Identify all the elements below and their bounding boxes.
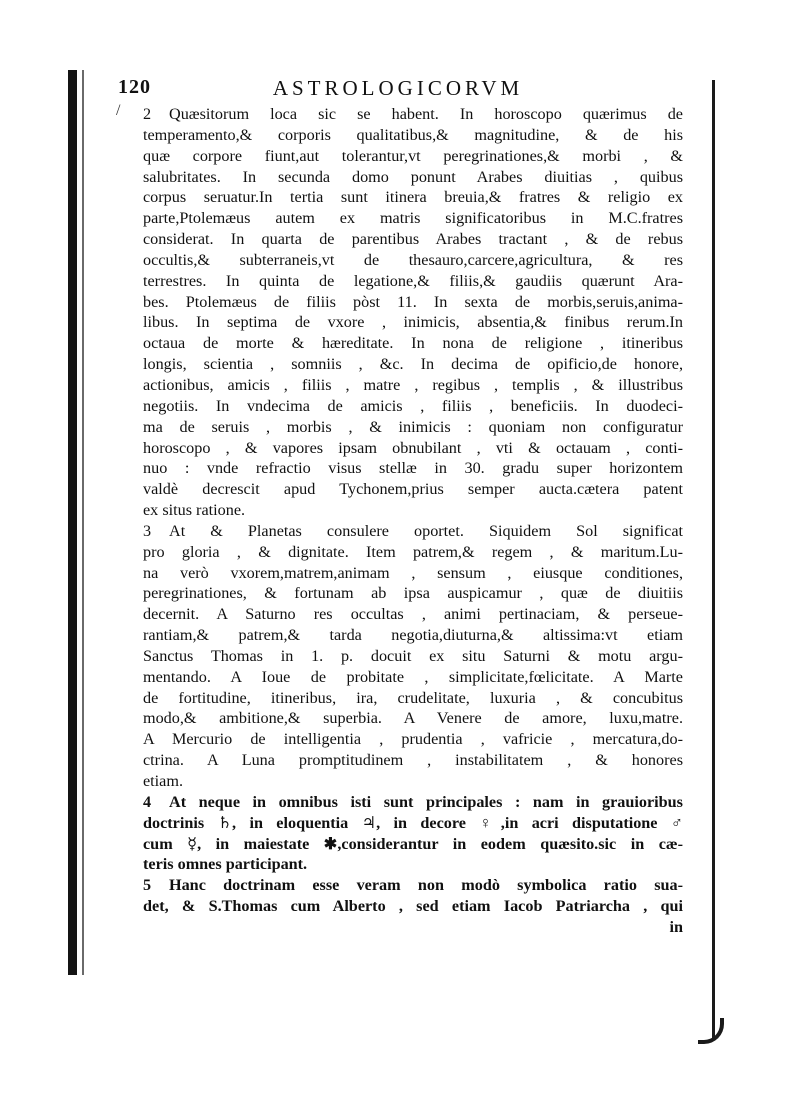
line-text: octaua de morte & hæreditate. In nona de religione , itineribus	[143, 334, 683, 353]
paragraph-number: 4	[143, 792, 152, 811]
line-text: ctrina. A Luna promptitudinem , instabilitatem , & honores	[143, 751, 683, 770]
line-text: valdè decrescit apud Tychonem,prius semper aucta.cætera patent	[143, 480, 683, 499]
page-right-edge	[712, 80, 715, 1040]
text-line	[143, 438, 683, 459]
text-line	[143, 917, 683, 938]
line-text: At & Planetas consulere oportet. Siquidem Sol significat	[169, 521, 683, 540]
body-text	[143, 104, 683, 938]
text-line	[143, 854, 683, 875]
line-text: Hanc doctrinam esse veram non modò symbolica ratio sua-	[169, 876, 683, 895]
line-text: ex situs ratione.	[143, 501, 246, 520]
line-text: quæ corpore fiunt,aut tolerantur,vt peregrinationes,& morbi , &	[143, 146, 683, 165]
line-text: mentando. A Ioue de probitate , simplicitate,fœlicitate. A Marte	[143, 667, 683, 686]
text-line	[143, 167, 683, 188]
text-line	[143, 271, 683, 292]
line-text: terrestres. In quinta de legatione,& filiis,& gaudiis quærunt Ara-	[143, 271, 683, 290]
text-line	[143, 375, 683, 396]
text-line	[143, 834, 683, 855]
page-number: 120	[118, 76, 151, 98]
line-text: At neque in omnibus isti sunt principales : nam in grauioribus	[169, 792, 683, 811]
text-line	[143, 542, 683, 563]
text-line	[143, 125, 683, 146]
text-line	[143, 771, 683, 792]
line-text: Quæsitorum loca sic se habent. In horoscopo quærimus de	[169, 105, 683, 123]
text-line	[143, 500, 683, 521]
text-line	[143, 354, 683, 375]
line-text: A Mercurio de intelligentia , prudentia , vafricie , mercatura,do-	[143, 730, 683, 749]
line-text: cum ☿, in maiestate ✱,considerantur in eodem quæsito.sic in cæ-	[143, 834, 683, 853]
line-text: salubritates. In secunda domo ponunt Arabes diuitias , quibus	[143, 167, 683, 186]
text-line	[143, 563, 683, 584]
line-text: occultis,& subterraneis,vt de thesauro,carcere,agricultura, & res	[143, 250, 683, 269]
page-header	[118, 76, 678, 100]
line-text: corpus seruatur.In tertia sunt itinera breuia,& fratres & religio ex	[143, 188, 683, 207]
text-line	[143, 396, 683, 417]
book-gutter-shadow	[82, 70, 84, 975]
line-text: temperamento,& corporis qualitatibus,& magnitudine, & de his	[143, 125, 683, 144]
text-line	[143, 312, 683, 333]
line-text: Sanctus Thomas in 1. p. docuit ex situ Saturni & motu argu-	[143, 646, 683, 665]
line-text: modo,& ambitione,& superbia. A Venere de amore, luxu,matre.	[143, 709, 683, 728]
text-line	[143, 813, 683, 834]
text-line	[143, 208, 683, 229]
line-text: etiam.	[143, 772, 184, 790]
line-text: bes. Ptolemæus de filiis pòst 11. In sexta de morbis,seruis,anima-	[143, 292, 683, 311]
line-text: negotiis. In vndecima de amicis , filiis , beneficiis. In duodeci-	[143, 396, 683, 415]
line-text: libus. In septima de vxore , inimicis, absentia,& finibus rerum.In	[143, 313, 683, 332]
line-text: de fortitudine, itineribus, ira, crudelitate, luxuria , & concubitus	[143, 688, 683, 707]
text-line	[143, 479, 683, 500]
book-gutter-edge	[68, 70, 77, 975]
text-line	[143, 792, 683, 813]
paragraph-number: 2	[143, 105, 152, 123]
line-text: nuo : vnde refractio visus stellæ in 30. gradu super horizontem	[143, 459, 683, 478]
line-text: parte,Ptolemæus autem ex matris significatoribus in M.C.fratres	[143, 209, 683, 228]
text-line	[143, 292, 683, 313]
line-text: na verò vxorem,matrem,animam , sensum , eiusque conditiones,	[143, 563, 683, 582]
line-text: horoscopo , & vapores ipsam obnubilant , vti & octauam , conti-	[143, 438, 683, 457]
line-text: decernit. A Saturno res occultas , animi pertinaciam, & perseue-	[143, 605, 683, 624]
text-line	[143, 583, 683, 604]
text-line	[143, 667, 683, 688]
text-line	[143, 646, 683, 667]
line-text: doctrinis ♄, in eloquentia ♃, in decore ♀,in acri disputatione ♂	[143, 813, 683, 832]
text-line	[143, 229, 683, 250]
text-line	[143, 104, 683, 125]
text-line	[143, 625, 683, 646]
text-line	[143, 729, 683, 750]
line-text: pro gloria , & dignitate. Item patrem,& regem , & maritum.Lu-	[143, 542, 683, 561]
text-line	[143, 604, 683, 625]
line-text: ma de seruis , morbis , & inimicis : quoniam non configuratur	[143, 417, 683, 436]
text-line	[143, 417, 683, 438]
line-text: considerat. In quarta de parentibus Arabes tractant , & de rebus	[143, 230, 683, 249]
line-text: in	[669, 917, 683, 936]
running-head: ASTROLOGICORVM	[272, 76, 524, 100]
line-text: teris omnes participant.	[143, 855, 308, 874]
paragraph-number: 3	[143, 521, 152, 540]
text-line	[143, 146, 683, 167]
text-line	[143, 521, 683, 542]
text-line	[143, 875, 683, 896]
page-corner-curl	[698, 1018, 724, 1044]
text-line	[143, 688, 683, 709]
line-text: det, & S.Thomas cum Alberto , sed etiam Iacob Patriarcha , qui	[143, 897, 683, 916]
margin-mark: /	[116, 102, 121, 119]
text-line	[143, 187, 683, 208]
text-line	[143, 250, 683, 271]
paragraph-number: 5	[143, 876, 152, 895]
text-line	[143, 708, 683, 729]
text-line	[143, 896, 683, 917]
line-text: peregrinationes, & fortunam ab ipsa auspicamur , quæ de diuitiis	[143, 584, 683, 603]
line-text: longis, scientia , somniis , &c. In decima de opificio,de honore,	[143, 355, 683, 374]
line-text: actionibus, amicis , filiis , matre , regibus , templis , & illustribus	[143, 375, 683, 394]
text-line	[143, 750, 683, 771]
line-text: rantiam,& patrem,& tarda negotia,diuturna,& altissima:vt etiam	[143, 626, 683, 645]
text-line	[143, 458, 683, 479]
text-line	[143, 333, 683, 354]
